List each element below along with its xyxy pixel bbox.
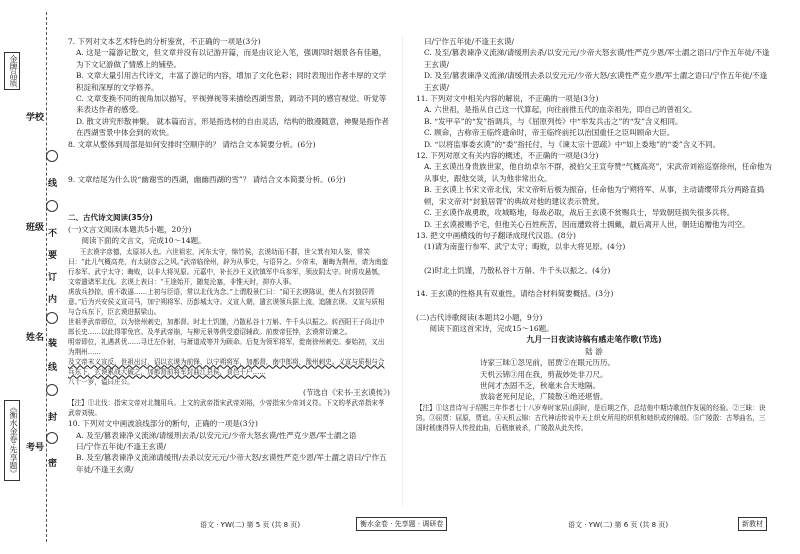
question-12: 12. 下列对原文有关内容的概述，不正确的一项是(3分) xyxy=(416,151,599,161)
seal-char: 内 xyxy=(48,295,58,305)
seal-char: 线 xyxy=(48,179,58,189)
poem-line: 天机云锦③用在我，剪裁妙处非刀尺。 xyxy=(480,369,608,379)
question-10: 10. 下列对文中画波浪线部分的断句，正确的一项是(3分) xyxy=(68,419,258,429)
section-2-heading: 二、古代诗文阅读(35分) xyxy=(68,213,153,223)
passage-paragraph: 明帝即位，礼遇甚优……寻迁左仆射，与萧道成等并为顾命。后复为领军将军，徙南徐州刺史。泰始初，又出为荆州…… xyxy=(68,337,385,356)
binding-margin xyxy=(0,0,62,554)
subsection-1-heading: (一)文言文阅读(本题共5小题，20分) xyxy=(68,224,192,234)
seal-circle xyxy=(46,312,58,324)
seal-char: 要 xyxy=(48,251,58,261)
field-label-name: 姓名 xyxy=(26,333,45,343)
field-label-school: 学校 xyxy=(26,113,45,123)
question-10-option-c: C. 及至/篡表谏净义流涕/请缓刑去杀/以安元元/少帝大怒玄谟/性严克少恩/军士謂之语曰/宁作五年徒/不逢王玄谟/ xyxy=(424,48,770,69)
question-14: 14. 王玄谟的性格具有双重性，请结合材料简要概括。(3分) xyxy=(416,289,614,299)
seal-circle xyxy=(46,200,58,212)
question-7-option-d: D. 散文讲究形散神聚。 就本篇而言，形是指选材的自由灵活，结构的散漫随意，神聚是指作者在西湖雪景中体会到的欢快。 xyxy=(76,116,389,138)
question-10-option-b-cont: 曰/宁作五年徒/不逢王玄谟/ xyxy=(424,37,515,46)
question-10-option-b: B. 及至/篡表谏净义流涕请缓刑/去杀以安元元/少帝大怒/玄谟性严克少恩/军士謂之语曰/宁作五年徒/不逢王玄谟/ xyxy=(76,453,387,474)
poem-note: 【注】①这首诗写于绍熙三年作者七十八岁寿时家居山阴时，是后期之作，总结他中期诗歌创作发展的经验。②三昧：诀窍。③屈贾：屈原，贾谊。④天机云锦：古代神话传说中天上织女所用的织机和她织成的锦缎。⑤广陵散：古琴曲名，三国时嵇康得异人传授此曲，后嵇康被杀，广陵散从此失传。 xyxy=(416,403,766,432)
passage-note: 【注】①北伐：指宋文帝对北魏用兵。上文的武帝指宋武帝刘裕，少帝指宋少帝刘义符。下文的孝武帝指宋孝武帝刘骏。 xyxy=(68,399,385,418)
poem-author: 陆 游 xyxy=(585,346,603,356)
question-7-option-a: A. 这是一篇游记散文，但文章并没有以记游开篇，而是由议论入笔，强调四时烟景各有佳趣，为下文记游做了情感上的铺垫。 xyxy=(76,48,387,69)
left-page xyxy=(68,36,390,475)
question-10-option-d: D. 及至/篡表谏净义流涕/请缓刑去杀以安元元/少帝大怒/玄谟性严克少恩/军士謂之语曰/宁作五年徒/不逢王玄谟/ xyxy=(424,71,768,92)
question-10-option-a-cont: 曰/宁作五年徒/不逢王玄谟/ xyxy=(76,441,167,451)
question-7-option-c: C. 文章变换不同的视角加以描写，平视弹视等来描绘西湖雪景，调动不同的感官视觉、听觉等来表达作者的感受。 xyxy=(76,94,387,115)
brand-series-tag: 《衡水金卷·先享题》 xyxy=(4,400,20,481)
question-13: 13. 把文中画横线的句子翻译成现代汉语。(8分) xyxy=(416,230,576,240)
passage-paragraph: 八十一岁，谥曰庄公。 xyxy=(68,377,134,386)
passage-paragraph: 虏放兵抄掠，虏不敢逼……上初与臣语，常以北伐为念。”上谓殷景仁曰：“闻王玄谟陈说，使人有封狼居胥意。”后为兴安侯义宣司马，加宁朔将军、历彭城太守。义宣入朝，遣玄谟领兵据上流，追随玄谟、义宣与质相与合兵东下，臣玄谟进据梁山。 xyxy=(68,287,385,316)
footer-right-page-number: 语文 · YW(二) 第 6 页 (共 8 页) xyxy=(568,521,669,529)
page-divider xyxy=(402,36,403,506)
passage-paragraph: 世祖孝武帝即位，以为徐州刺史，加都督。时北土饥馑，乃散私谷十万斛、牛千头以振之。转西阳王子尚北中郎长史……以此得罪免官。及孝武帝崩，与柳元景等俱受遗诏辅政。前废帝狂悖，玄谟常切谏之。 xyxy=(68,317,385,336)
poem-line: 诗家三昧①忽见前，屈贾②在眼元历历。 xyxy=(480,358,615,368)
poem-title: 九月一日夜读诗稿有感走笔作歌(节选) xyxy=(526,335,662,345)
subsection-2-heading: (二)古代诗歌阅读(本题共2小题，9分) xyxy=(416,312,543,322)
seal-char: 密 xyxy=(48,459,58,469)
footer-edition-box: 新教材 xyxy=(738,517,767,531)
question-11-option-a: A. 六世祖，是指从自己这一代算起，向往前推五代的血亲祖先，即自己的曾祖父。 xyxy=(424,105,697,115)
footer-series-box: 衡水金卷 · 先享题 · 调研卷 xyxy=(356,517,447,531)
seal-circle xyxy=(46,432,58,444)
passage-source: (节选自《宋书·王玄谟传》) xyxy=(303,387,390,397)
question-12-option-d: D. 王玄谟被赐予宅，但他关心百姓疾苦，因而遭致将士拥戴，最后离开人世，朝廷追赠他为司空。 xyxy=(424,219,750,229)
poem-line: 放翁老死何足论，广陵散④绝还堪惜。 xyxy=(480,392,608,402)
seal-circle xyxy=(46,384,58,396)
right-page xyxy=(416,36,772,433)
question-13-part-2: (2)时北土饥馑，乃散私谷十万斛、牛千头以振之。(4分) xyxy=(424,265,611,275)
seal-char: 线 xyxy=(48,363,58,373)
question-12-option-b: B. 王玄谟上书宋文帝北伐，宋文帝听后极为振奋，任命他为宁朔将军、从事，主动请缨带兵分两路直捣顿，宋文帝对“封狼居胥”的典故对他的建议表示赞赏。 xyxy=(424,185,765,206)
field-label-id: 考号 xyxy=(26,443,45,453)
question-13-part-1: (1)请为南蛮行参军、武宁太守；晦败，以非大将见原。(4分) xyxy=(424,242,626,252)
footer-left-page-number: 语文 · YW(二) 第 5 页 (共 8 页) xyxy=(200,521,301,529)
question-8: 8. 文章从整体到局部是如何安排时空顺序的？ 请结合文本简要分析。(6分) xyxy=(68,139,316,149)
seal-circle xyxy=(46,150,58,162)
question-7: 7. 下列对文本艺术特色的分析鉴赏，不正确的一项是(3分) xyxy=(68,37,261,46)
question-10-option-a: A. 及至/篡表谏净义流涕/请缓刑去杀/以安元元/少帝大怒玄谟/性严克少恩/军士謂之语 xyxy=(76,430,357,440)
seal-char: 装 xyxy=(48,339,58,349)
question-9: 9. 文章结尾为什么说“幽谢雪的西湖，幽幽西湖的雪”？ 请结合文本简要分析。(6分) xyxy=(68,175,346,185)
question-12-option-a: A. 王玄谟出身贵族世家，他自幼卓尔不群，被伯父王宣夸赞“气概高亮”，宋武帝刘裕巡察徐州，任命他为从事史，跟他交谈，认为他非常出众。 xyxy=(424,162,772,183)
question-11-option-c: C. 顾命，古称帝王临终遗命时，帝王临终前托以治国重任之臣叫顾命大臣。 xyxy=(424,128,675,138)
seal-char: 订 xyxy=(48,273,58,283)
reading-instruction-2: 阅读下面这首宋诗，完成15～16题。 xyxy=(429,323,554,333)
brand-quality-tag: 金牌品质 xyxy=(4,52,20,90)
question-11-option-b: B. “发甲辛”的“发”指调兵，与《屈原列传》中“举发兵击之”的“发”含义相同。 xyxy=(424,116,683,126)
question-12-option-c: C. 王玄谟作战勇敢，攻城略地，每战必取，战后王玄谟不赏赐兵士，导致朝廷损失很多兵将。 xyxy=(424,208,735,218)
passage-paragraph: 王玄谟字彦德，太原祁人也。六世祖宏，河东太守，绵竹侯，玄谟幼而不群，世父箕有知人鉴，常笑曰：“此儿气概高亮，有太尉彦云之风。”武帝临徐州，辟为从事史，与语异之。少帝末，谢晦为荆州，请为南蛮行参军、武宁太守；晦败，以非大将见原。元嘉中，补长沙王义欣镇军中兵参军，领汝阴太守。时虏攻悬瓠，文帝遣诸军北伐。玄谟上表曰：“王途始开，随复沦塞，非惟天时，抑亦人事。 xyxy=(68,247,388,286)
question-11-option-d: D. “以将监事委玄谟”的“委”指托付，与《谏太宗十思疏》中“如上委地”的“委”含义不同。 xyxy=(424,139,721,149)
question-11: 11. 下列对文中相关内容的解说，不正确的一项是(3分) xyxy=(416,94,599,104)
seal-char: 不 xyxy=(48,229,58,239)
field-label-class: 班级 xyxy=(26,223,45,233)
seal-char: 封 xyxy=(48,413,58,423)
passage-wavy-underline: 及文帝末义宣反，世祖出讨，诏以玄谟为前锋，以宁朔将军，加都督，南中郎将，豫州刺史。义宣与质相与合兵东下，玄谟累战大破之，加都督前将军封曲江县侯，食邑千户…… xyxy=(68,357,385,376)
binding-dashed-line xyxy=(46,12,47,542)
reading-instruction: 阅读下面的文言文，完成10～14题。 xyxy=(81,236,206,246)
question-7-option-b: B. 文章大量引用古代诗文，丰富了游记的内容，增加了文化色彩；同时表现出作者丰厚的文学积淀和深厚的文学修养。 xyxy=(76,71,387,92)
poem-line: 世间才杰固不乏，秋毫未合天地隔。 xyxy=(480,380,600,390)
